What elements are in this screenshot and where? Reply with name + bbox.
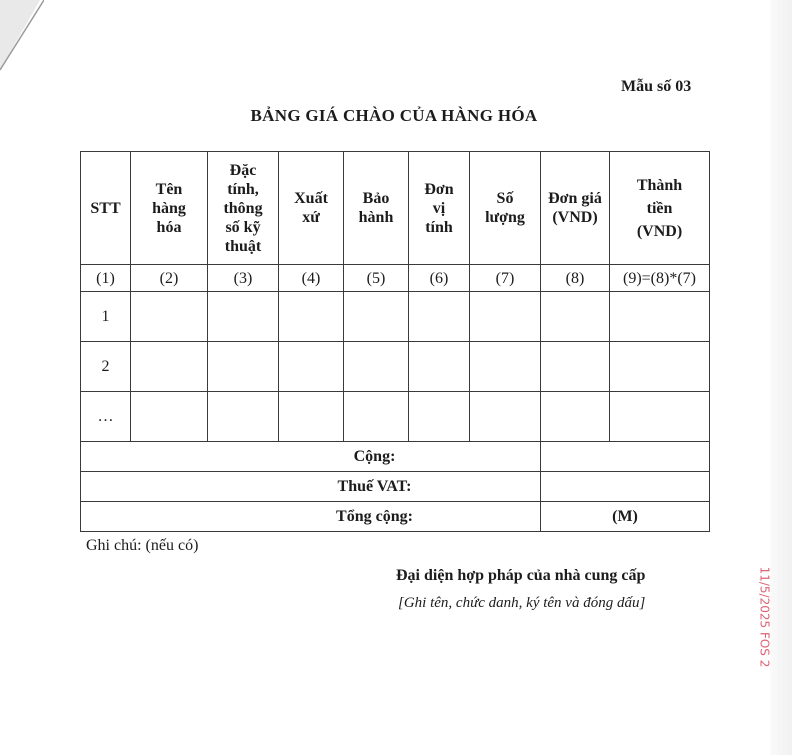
header-quantity [470, 152, 541, 265]
header-warranty [344, 152, 409, 265]
received-stamp-text: 11/5/2025 FOS 2 [757, 566, 772, 668]
table-cell [610, 342, 710, 392]
header-unit-price [541, 152, 610, 265]
column-index: (1) [81, 265, 131, 292]
received-stamp [757, 560, 790, 690]
table-cell [409, 292, 470, 342]
header-amount-line: Thành [636, 176, 683, 194]
table-cell [208, 292, 279, 342]
header-amount-line: tiền [646, 199, 673, 217]
table-cell [610, 292, 710, 342]
header-unit-price-line: (VND) [552, 209, 598, 226]
page-corner-line [0, 0, 44, 80]
header-name-line: Tên [155, 180, 183, 198]
header-name-line: hàng [152, 199, 186, 217]
price-quote-table [80, 151, 710, 532]
document-title-text: BẢNG GIÁ CHÀO CỦA HÀNG HÓA [250, 106, 538, 125]
document-title [0, 106, 792, 126]
row-number: 1 [81, 292, 131, 342]
header-stt [81, 152, 131, 265]
header-quantity-line: lượng [485, 209, 525, 226]
column-index: (6) [409, 265, 470, 292]
table-cell [208, 342, 279, 392]
table-cell [208, 392, 279, 442]
header-spec-line: thuật [224, 237, 262, 255]
form-number: Mẫu số 03 [621, 78, 692, 95]
vat-row [81, 472, 710, 502]
column-index: (4) [279, 265, 344, 292]
grand-total-row [81, 502, 710, 532]
header-spec-line: thông [223, 199, 263, 217]
table-row [81, 292, 710, 342]
header-quantity-line: Số [496, 190, 514, 207]
column-index: (5) [344, 265, 409, 292]
subtotal-label: Cộng: [81, 442, 541, 472]
table-cell [131, 392, 208, 442]
header-name-line: hóa [156, 218, 182, 236]
vat-label: Thuế VAT: [81, 472, 541, 502]
table-cell [279, 392, 344, 442]
header-spec-line: tính, [227, 180, 259, 198]
header-unit-line: tính [425, 218, 453, 236]
table-cell [470, 392, 541, 442]
header-unit-line: Đơn [424, 180, 454, 198]
column-index: (2) [131, 265, 208, 292]
header-unit-line: vị [432, 199, 446, 217]
vat-value [541, 472, 710, 502]
header-unit-price-line: Đơn giá [548, 190, 602, 207]
column-index: (8) [541, 265, 610, 292]
header-stt-text: STT [90, 199, 121, 217]
row-number: 2 [81, 342, 131, 392]
table-cell [344, 342, 409, 392]
column-index: (9)=(8)*(7) [610, 265, 710, 292]
subtotal-value [541, 442, 710, 472]
note-text: Ghi chú: (nếu có) [86, 537, 199, 554]
signature-hint: [Ghi tên, chức danh, ký tên và đóng dấu] [398, 595, 646, 611]
table-cell [279, 292, 344, 342]
table-cell [541, 292, 610, 342]
table-cell [470, 292, 541, 342]
table-cell [344, 292, 409, 342]
table-cell [279, 342, 344, 392]
table-header-row [81, 152, 710, 265]
column-index: (7) [470, 265, 541, 292]
table-row [81, 342, 710, 392]
header-spec-line: số kỹ [225, 218, 261, 236]
table-cell [470, 342, 541, 392]
table-cell [131, 292, 208, 342]
column-index: (3) [208, 265, 279, 292]
header-origin [279, 152, 344, 265]
table-cell [344, 392, 409, 442]
subtotal-row [81, 442, 710, 472]
signature-role: Đại diện hợp pháp của nhà cung cấp [396, 567, 646, 584]
header-origin-line: xứ [302, 209, 320, 226]
table-cell [610, 392, 710, 442]
table-cell [409, 392, 470, 442]
table-cell [131, 342, 208, 392]
header-origin-line: Xuất [294, 190, 328, 207]
table-cell [409, 342, 470, 392]
header-unit [409, 152, 470, 265]
header-spec [208, 152, 279, 265]
grand-total-value: (M) [541, 502, 710, 532]
header-warranty-line: hành [358, 209, 394, 226]
row-number: … [81, 392, 131, 442]
header-amount-line: (VND) [636, 222, 683, 240]
table-cell [541, 342, 610, 392]
table-cell [541, 392, 610, 442]
header-spec-line: Đặc [229, 161, 257, 179]
header-warranty-line: Bảo [362, 190, 390, 207]
grand-total-label: Tổng cộng: [81, 502, 541, 532]
column-index-row [81, 265, 710, 292]
header-name [131, 152, 208, 265]
table-row [81, 392, 710, 442]
header-amount [610, 152, 710, 265]
